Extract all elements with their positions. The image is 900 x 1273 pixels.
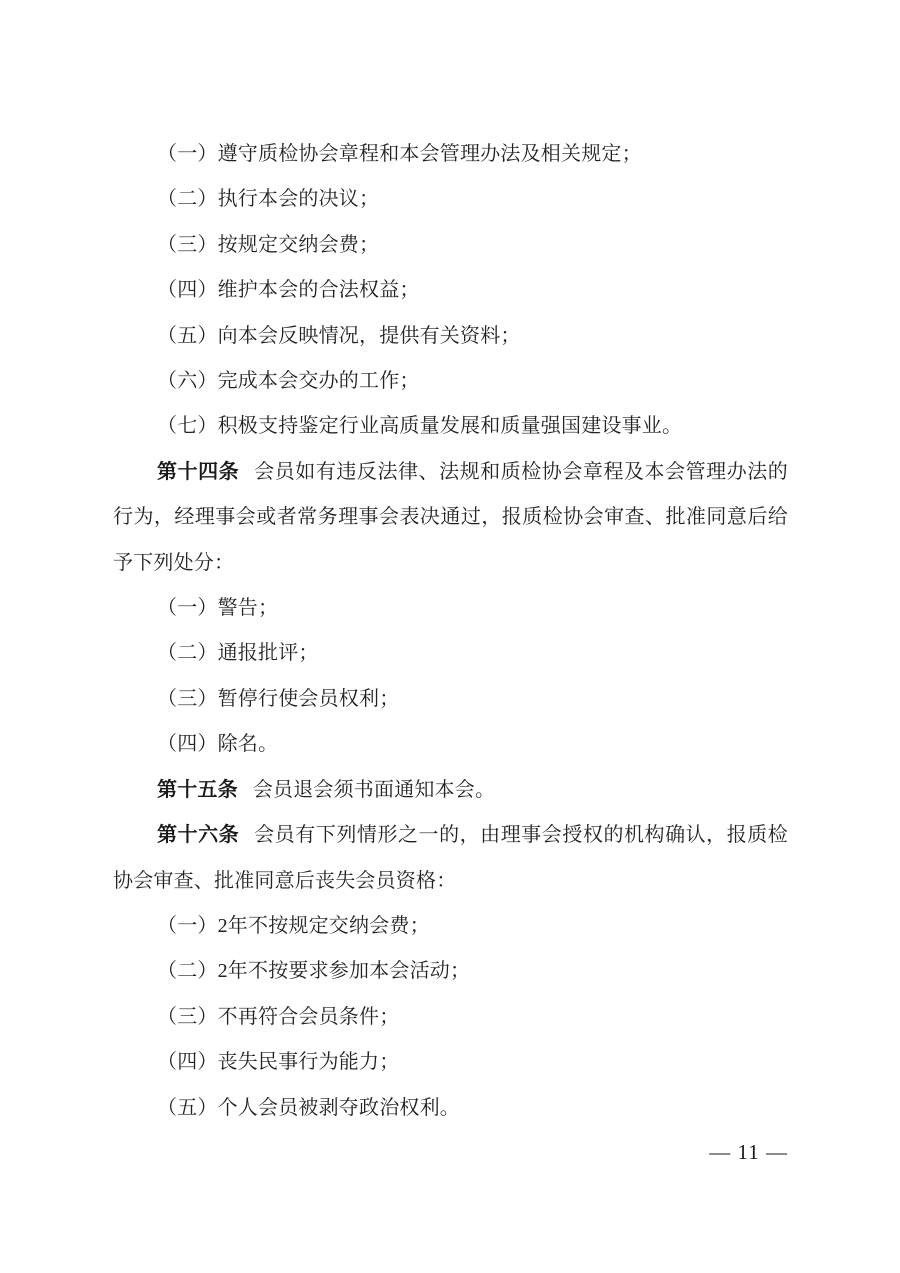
page-number: — 11 — (709, 1140, 788, 1164)
duty-item-7: （七）积极支持鉴定行业高质量发展和质量强国建设事业。 (157, 415, 683, 438)
article-14-label: 第十四条 (157, 460, 240, 483)
disqualification-item-1: （一）2年不按规定交纳会费； (157, 914, 430, 937)
article-16 (113, 813, 788, 904)
article-15 (113, 768, 788, 813)
disqualification-item-5: （五）个人会员被剥夺政治权利。 (157, 1096, 460, 1119)
punishment-item-1: （一）警告； (157, 597, 279, 620)
duty-item-3: （三）按规定交纳会费； (157, 233, 380, 256)
article-15-label: 第十五条 (157, 778, 238, 801)
duty-item-6: （六）完成本会交办的工作； (157, 370, 420, 393)
article-15-text: 会员退会须书面通知本会。 (252, 778, 496, 801)
article-14-text: 会员如有违反法律、法规和质检协会章程及本会管理办法的行为，经理事会或者常务理事会表决通过，报质检协会审查、批准同意后给予下列处分： (113, 460, 788, 574)
article-16-text: 会员有下列情形之一的，由理事会授权的机构确认，报质检协会审查、批准同意后丧失会员资格： (113, 824, 788, 892)
punishment-item-2: （二）通报批评； (157, 642, 319, 665)
disqualification-item-4: （四）丧失民事行为能力； (157, 1051, 400, 1074)
duty-item-1: （一）遵守质检协会章程和本会管理办法及相关规定； (157, 143, 642, 165)
punishment-item-4: （四）除名。 (157, 733, 279, 756)
disqualification-item-2: （二）2年不按要求参加本会活动； (157, 960, 471, 983)
punishment-item-3: （三）暂停行使会员权利； (157, 687, 400, 710)
duty-item-2: （二）执行本会的决议； (157, 188, 380, 211)
article-14 (113, 450, 788, 586)
duty-item-5: （五）向本会反映情况，提供有关资料； (157, 324, 521, 347)
duty-item-4: （四）维护本会的合法权益； (157, 279, 420, 302)
document-body (113, 132, 788, 1131)
article-16-label: 第十六条 (157, 824, 240, 847)
disqualification-item-3: （三）不再符合会员条件； (157, 1005, 400, 1028)
